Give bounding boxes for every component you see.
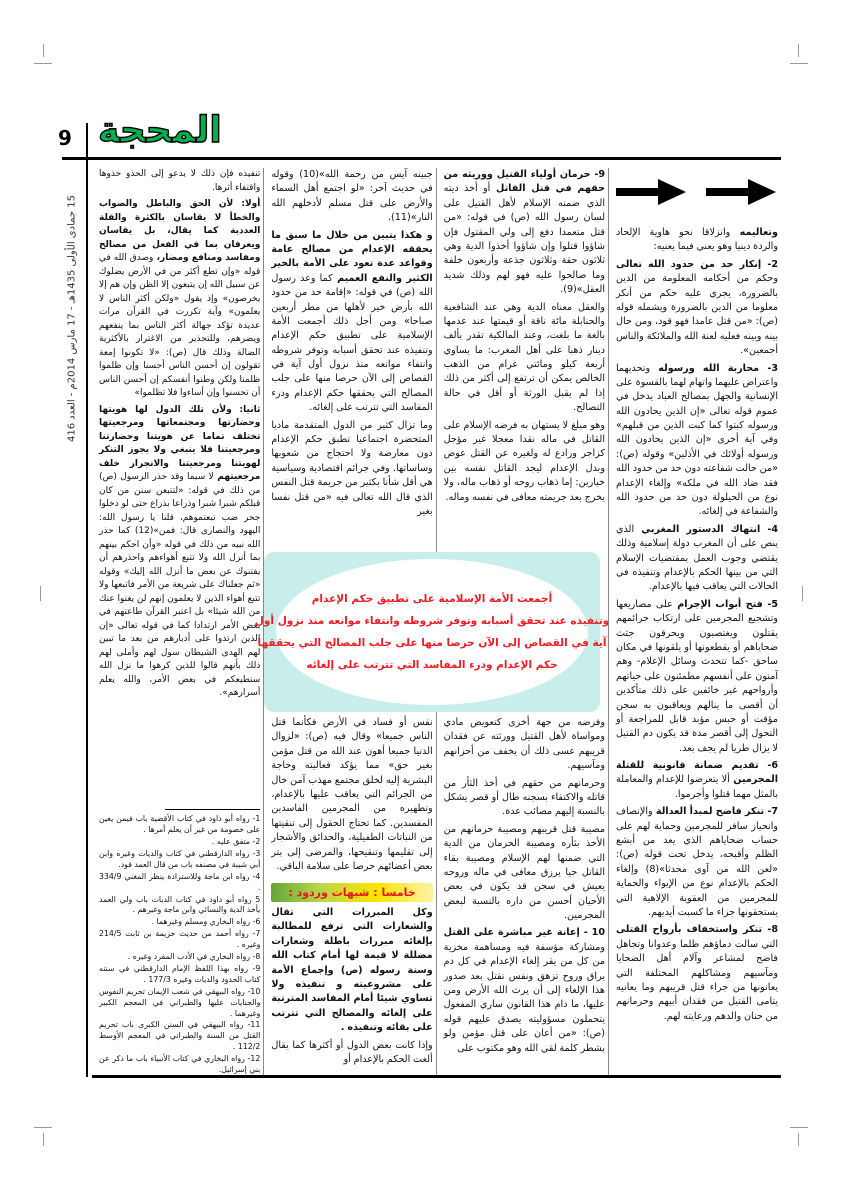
paragraph: والعقل معناه الدية وهي عند الشافعية والحنابلة مائة ناقة أو قيمتها عند عدمها بالغة ما بلغت، وعند المالكية تقدر بألف دينار ذهبا على أهل المغرب: ما يساوي أربعة كيلو ومائتي غرام من الذهب الخالص يمكن أن ترتفع إلى أكثر من ذلك إذا لم يقبل الورثة أو أقل في حالة التصالح. [443,301,605,414]
crop-mark [790,63,808,64]
continuation-arrows [616,170,778,214]
paragraph: وما تزال كثير من الدول المتقدمة ماديا المتحضرة اجتماعيا تطبق حكم الإعدام دون معارضة ولا احتجاج من شعوبها وساساتها. وفي جرائم اقتصادية وسياسية هي أقل شأنا بكثير من جريمة قتل النفس الذي قال الله تعالى فيه «من قتل نفسا بغير [271,419,433,517]
footnote: 12- رواه البخاري في كتاب الأنبياء باب ما ذكر عن بني إسرائيل. [99,1054,261,1075]
sidebar-divider [86,123,88,1077]
arrow-right-icon [706,176,778,208]
paragraph: تنفيذه فإن ذلك لا يدعو إلى الحذو حذوها واقتفاء أثرها. [99,169,261,193]
column-3-top-text [271,168,432,552]
column-1-rightmost [608,168,781,1077]
footnote: 7- رواه أحمد من حديث خزيمة بن ثابت 214/5 وغيره . [99,929,261,950]
footnote: 8- رواه البخاري في الأدب المفرد وغيره . [127,952,261,962]
crop-mark [798,1133,799,1146]
paragraph: جبينه آيس من رحمة الله»(10) وقوله في حديث آخر: «لو اجتمع أهل السماء والأرض على قتل مسلم لأدخلهم الله النار»(11). [271,169,433,224]
footnote: 11- رواه البيهقي في السنن الكبرى باب تحريم القتل من السنة والطبراني في المعجم الأوسط 112/2 . [99,1020,261,1052]
paragraph: و هكذا يتبين من خلال ما سبق ما يحققه الإعدام من مصالح عامة وقواعد عدة تعود على الأمة بالخير الكثير والنفع العميم كما وعد رسول الله (ص) في قوله: «إقامة حد من حدود الله بأرض خير لأهلها من مطر أربعين صباحا» ومن أجل ذلك أجمعت الأمة الإسلامية على تطبيق حكم الإعدام وتنفيذه عند تحقق أسبابه وتوفر شروطه وانتفاء موانعه منذ نزول أول آية في القصاص إلى الآن حرصا منها على جلب المصالح التي يحققها حكم الإعدام ودرء المفاسد التي تترتب على إلغائه. [271,229,433,414]
crop-mark [40,586,41,601]
footnote: 3- رواه الدارقطني في كتاب والديات وغيره وابن أبي شيبة في مصنفه باب من قال العمد قود. [99,848,261,869]
paragraph: 4- انتهاك الدستور المغربي الذي ينص على أن المغرب دولة إسلامية وذلك يقتضي وجوب العمل بمقتضيات الإسلام التي من بينها الحكم بالإعدام وتنفيذه في الحالات التي يعاقب فيها بالإعدام. [616,523,778,593]
footnote: 5 رواه أبو داود في كتاب الديات باب ولي العمد يأخذ الدية والنسائي وابن ماجة وغيرهم . [99,894,261,915]
crop-mark [43,1133,44,1146]
box-line: وتنفيذه عند تحقق أسبابه وتوفر شروطه وانتفاء موانعه منذ نزول أول [254,614,610,627]
crop-mark [798,44,799,57]
paragraph: 5- فتح أبواب الإجرام على مصاريعها وتشجيع المجرمين على ارتكاب جرائمهم يقتلون ويغتصبون ويحرقون جثث ضحاياهم أو يقطعونها أو يلقونها في مكان ساحق -كما تتحدث وسائل الإعلام- وهم آمنون على أنفسهم مطمئنون على حياتهم وأرواحهم غير خائفين على ذلك متأكدين أن أقصى ما ينالهم ويعاقبون به سجن مؤقت أو حبس مؤبد قابل للمراجعة أو التحول إلى أقصر مدة قد يكون دم القتيل لا يزال طريا لم يجف بعد. [616,598,778,754]
page-number: 9 [58,126,72,150]
footnote: 6- رواه البخاري ومسلم وغيرهما . [151,917,261,927]
crop-mark [802,586,803,601]
paragraph: نفس أو فساد في الأرض فكأنما قتل الناس جميعا» وقال فيه (ص): «لزوال الدنيا جميعا أهون عند الله من قتل مؤمن بغير حق» مما يؤكد فعاليته وحاجة البشرية إليه لخلق مجتمع مهذب آمن خال من الجرائم التي يعاقب عليها بالإعدام، وتطهيره من المجرمين الفاسدين المفسدين. كما تحتاج الحقول إلى تنقيتها من النباتات الطفيلية، والحدائق والأشجار إلى تقليمها وتنقيحها، والمرضى إلى بتر بعض أعضائهم حرصا على سلامة الباقي. [271,717,433,872]
box-line: حكم الإعدام ودرء المفاسد التي تترتب على إلغائه [306,659,558,672]
crop-mark [43,44,44,57]
column-3-bottom-text [271,906,432,1077]
column-2-bottom-text [444,716,605,1077]
footnote: 1- رواه أبو داود في كتاب الأقضية باب فيمن يعين على خصومة من غير أن يعلم أمرها . [99,814,261,835]
column-4-leftmost [92,168,263,1077]
crop-mark [34,63,52,64]
column-3-mid-text [271,716,432,878]
header-rule [62,157,781,160]
paragraph: وهو مبلغ لا يستهان به فرضه الإسلام على القاتل في ماله نقدا معجلا غير مؤجل كزاجر ورادع له ولغيره عن القتل عوض وبدل الإعدام ليجد القاتل نفسه بين خيارين: إما ذهاب روحه أو ذهاب ماله، ولا يخرج بعد جريمته معافى في نفسه وماله. [443,419,605,503]
paragraph: وتعاليمه وانزلاقا نحو هاوية الإلحاد والردة دينيا وهو يعني فيما يعنيه: [616,227,778,253]
crop-mark [790,1127,808,1128]
column-4-text [99,168,260,806]
highlight-ellipse [254,559,610,705]
footnote: 9- رواه بهذا اللفظ الإمام الدارقطني في سننه كتاب الحدود والديات وغيره 177/3 . [99,963,261,984]
magazine-logo: المحجة [98,110,222,151]
highlight-text [255,588,609,676]
paragraph: 10 - إعانة غير مباشرة على القتل ومشاركة مؤسفة فيه ومساهمة مخزية من كل من يقر إلغاء الإعدام في كل دم يراق وروح تزهق ونفس تقتل بعد صدور هذا الإلغاء إلى أن يرث الله الأرض ومن عليها، ما دام هذا القانون ساري المفعول يتحملون مسؤوليته يصدق عليهم قوله (ص): «من أعان على قتل مؤمن ولو بشطر كلمة لقي الله وهو مكتوب على [443,927,605,1054]
paragraph: 2- إنكار حد من حدود الله تعالى وحكم من أحكامه المعلومة من الدين بالضرورة، يجري عليه حكم من أنكر معلوما من الدين بالضرورة ويشمله قوله (ص): «من قتل عامدا فهو قود، ومن حال بينه وبينه فعليه لعنة الله والملائكة والناس أجمعين». [616,258,778,357]
paragraph: وإذا كانت بعض الدول أو أكثرها كما يقال ألغت الحكم بالإعدام أو [271,1039,433,1065]
bottom-rule [92,1075,781,1078]
paragraph: وكل المبررات التي تقال والشعارات التي ترفع للمطالبة بإلغائه مبررات باطلة وشعارات مضللة لا قيمة لها أمام كتاب الله وسنة رسوله (ص) وإجماع الأمة على مشروعيته و تنفيذه ولا تساوي شيئا أمام المفاسد المترتبة على إلغائه والمصالح التي تترتب على بقائه وتنفيذه . [271,907,433,1034]
paragraph: وفرضه من جهة أخرى كتعويض مادي ومواساة لأهل القتيل وورثته عن فقدان قريبهم عسى ذلك أن يخفف من أحزانهم ومآسيهم. [443,717,605,772]
paragraph: أولا: لأن الحق والباطل والصواب والخطأ لا يقاسان بالكثرة والقلة العددية كما يقال، بل يقاسان ويعرفان بما في الفعل من مصالح ومفاسد ومنافع ومضار، وصدق الله في قوله «وإن تطع أكثر من في الأرض يضلوك عن سبيل الله إن يتبعون إلا الظن وإن هم إلا يخرصون» وإذ يقول «ولكن أكثر الناس لا يعلمون» وآية تكررت في القرآن مرات عديدة تؤكد جهالة أكثر الناس بما ينفعهم ويضرهم، وللتحذير من الاغترار بالأكثرية الضالة وذلك قال (ص): «لا تكونوا إمعة تقولون إن أحسن الناس أحسنا وإن ظلموا ظلمنا ولكن وطنوا أنفسكم إن أحسن الناس أن تحسنوا وإن أساءوا فلا تظلموا» [99,199,261,398]
box-line: أجمعت الأمة الإسلامية على تطبيق حكم الإعدام [311,592,553,605]
consensus-highlight-box [254,552,610,712]
section-header: خامسا : شبهات وردود : [271,883,432,902]
footnote-divider [165,809,260,810]
paragraph: 7- تنكر فاضح لمبدأ العدالة والإنصاف وانحياز سافر للمجرمين وحماية لهم على حساب ضحاياهم الذي يعد من أبشع الظلم وأقبحه، يدخل تحت قوله (ص): «لعن الله من آوى محدثا»(8) وإلغاء الحكم بالإعدام نوع من الإيواء والحماية للمجرمين من العقوبة الإلاهية التي يستحقونها جزاء ما كسبت أيديهم. [616,806,778,918]
paragraph: ثانيا: ولأن تلك الدول لها هويتها وحضارتها ومجتمعاتها ومرجعيتها تختلف تماما عن هويتنا وحضارتنا ومرجعيتنا فلا ينبغي ولا يجوز التنكر لهويتنا ومرجعيتنا والانجرار خلف مرجعيتهم لا سيما وقد حذر الرسول (ص) من ذلك في قوله: «لتتبعن سنن من كان قبلكم شبرا شبرا وذراعا بذراع حتى لو دخلوا جحر ضب تبعتموهم، قلنا يا رسول الله: اليهود والنصارى قال: فمن»(12) كما حذر الله نبيه من ذلك في قوله «وأن احكم بينهم بما أنزل الله ولا تتبع أهواءهم واحذرهم أن يفتنوك عن بعض ما أنزل الله إليك» وقوله «ثم جعلناك على شريعة من الأمر فاتبعها ولا تتبع أهواء الذين لا يعلمون إنهم لن يغنوا عنك من الله شيئا» بل اعتبر القرآن طاعتهم في بعض الأمر ارتدادا كما في قوله تعالى «إن الذين ارتدوا على أدبارهم من بعد ما تبين لهم الهدى الشيطان سول لهم وأملى لهم ذلك بأنهم قالوا للذين كرهوا ما نزل الله سنطيعكم في بعض الأمر، والله يعلم أسرارهم». [99,404,261,698]
crop-mark [34,1127,52,1128]
arrow-right-icon [616,176,688,208]
column-1-text [616,226,778,1077]
paragraph: مصيبة قتل قريبهم ومصيبة حرمانهم من الأخذ بثأره ومصيبة الحرمان من الدية التي ضمنها لهم الإسلام ومصيبة بقاء القاتل حيا يرزق معافى في ماله وروحه يعيش في سجن قد يكون في بعض الأحيان أحسن من داره بالنسبة لبعض المجرمين. [443,823,605,922]
paragraph: 3- محاربة الله ورسوله وتحديهما واعتراض عليهما واتهام لهما بالقسوة على الإنسانية والجهل بمصالح العباد يدخل في عموم قوله تعالى «إن الذين يحادون الله ورسوله كبتوا كما كبت الذين من قبلهم» وفي آية أخرى «إن الذين يحادون الله ورسوله أولائك في الأذلين» وقوله (ص): «من حالت شفاعته دون حد من حدود الله فقد ضاد الله في ملكه» وإلغاء الإعدام نوع من الحيلولة دون حد من حدود الله والشفاعة في إلغائه. [616,362,778,518]
footnotes [99,814,260,1077]
footnote: 2- متفق عليه . [211,836,261,846]
footnote: 4- رواه ابن ماجة وللاستزادة ينظر المغني 334/9 . [99,871,261,892]
box-line: آية في القصاص إلى الآن حرصا منها على جلب المصالح التي يحققها [257,637,607,649]
paragraph: 9- حرمان أولياء القتيل ووريثه من حقهم في قتل القاتل أو أخذ ديته الذي ضمنه الإسلام لأهل القتيل على لسان رسول الله (ص) في قوله: «من قتل متعمدا دفع إلى ولي المقتول فإن شاؤوا قتلوا وإن شاؤوا أخذوا الدية وهي ثلاثون حقة وثلاثون جذعة وأربعون خلفة وما صالحوا عليه فهو لهم وذلك شديد العقل»(9). [443,169,605,296]
footnote: 10- رواه البيهقي في شعب الإيمان تحريم النفوس والجنايات عليها والطبراني في المعجم الكبير وغيرهما . [99,986,261,1018]
paragraph: وحرمانهم من حقهم في أخذ الثأر من قاتله والاكتفاء بسجنه طال أو قصر يشكل بالنسبة إليهم مصائب عدة. [443,777,605,818]
issue-date-vertical: 15 جمادى الأولى 1435هـ - 17 مارس 2014م - العدد 416 [66,194,78,443]
paragraph: 8- تنكر واستخفاف بأرواح القتلى التي سالت دماؤهم ظلما وعدوانا وتجاهل فاضح لمشاعر وآلام أهل الضحايا ومآسيهم ومشاكلهم المختلفة التي يعانونها من جراء قتل قريبهم وما يعانيه يتامى القتيل من فقدان أبيهم وحرمانهم من حنان والدهم ورعايته لهم. [616,924,778,1022]
paragraph: 6- تقديم ضمانة قانونية للقتلة المجرمين ألا يتعرضوا للإعدام والمعاملة بالمثل مهما قتلوا وأجرموا. [616,760,779,800]
column-2-top-text [444,168,605,552]
